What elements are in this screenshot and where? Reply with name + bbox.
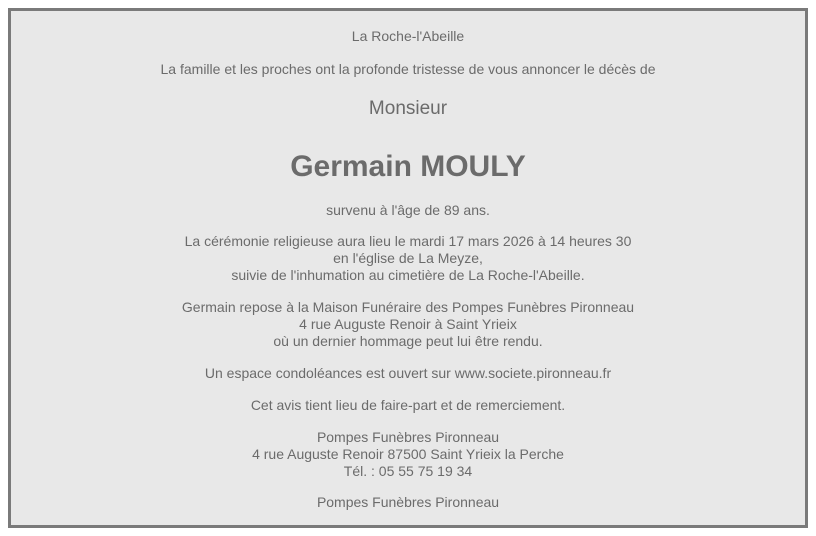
- notice-signature: Pompes Funèbres Pironneau: [316, 494, 500, 510]
- obituary-notice-frame: [8, 8, 808, 528]
- notice-civility: Monsieur: [368, 98, 448, 119]
- ceremony-line-3: suivie de l'inhumation au cimetière de La Roche-l'Abeille.: [231, 267, 585, 283]
- rest-line-1: Germain repose à la Maison Funéraire des Pompes Funèbres Pironneau: [181, 299, 635, 315]
- funeral-home-name: Pompes Funèbres Pironneau: [316, 429, 500, 445]
- notice-intro: La famille et les proches ont la profonde tristesse de vous annoncer le décès de: [160, 61, 656, 77]
- condolences-line: Un espace condoléances est ouvert sur www.societe.pironneau.fr: [204, 365, 612, 381]
- ceremony-line-2: en l'église de La Meyze,: [333, 250, 483, 266]
- faire-part-line: Cet avis tient lieu de faire-part et de remerciement.: [250, 397, 566, 413]
- ceremony-line-1: La cérémonie religieuse aura lieu le mardi 17 mars 2026 à 14 heures 30: [184, 233, 632, 249]
- funeral-home-address: 4 rue Auguste Renoir 87500 Saint Yrieix la Perche: [252, 446, 564, 462]
- funeral-home-phone: Tél. : 05 55 75 19 34: [343, 463, 473, 479]
- notice-age: survenu à l'âge de 89 ans.: [326, 202, 490, 218]
- deceased-name: Germain MOULY: [290, 150, 526, 183]
- rest-line-3: où un dernier hommage peut lui être rendu.: [273, 333, 543, 349]
- notice-place: La Roche-l'Abeille: [351, 28, 465, 44]
- rest-line-2: 4 rue Auguste Renoir à Saint Yrieix: [299, 316, 517, 332]
